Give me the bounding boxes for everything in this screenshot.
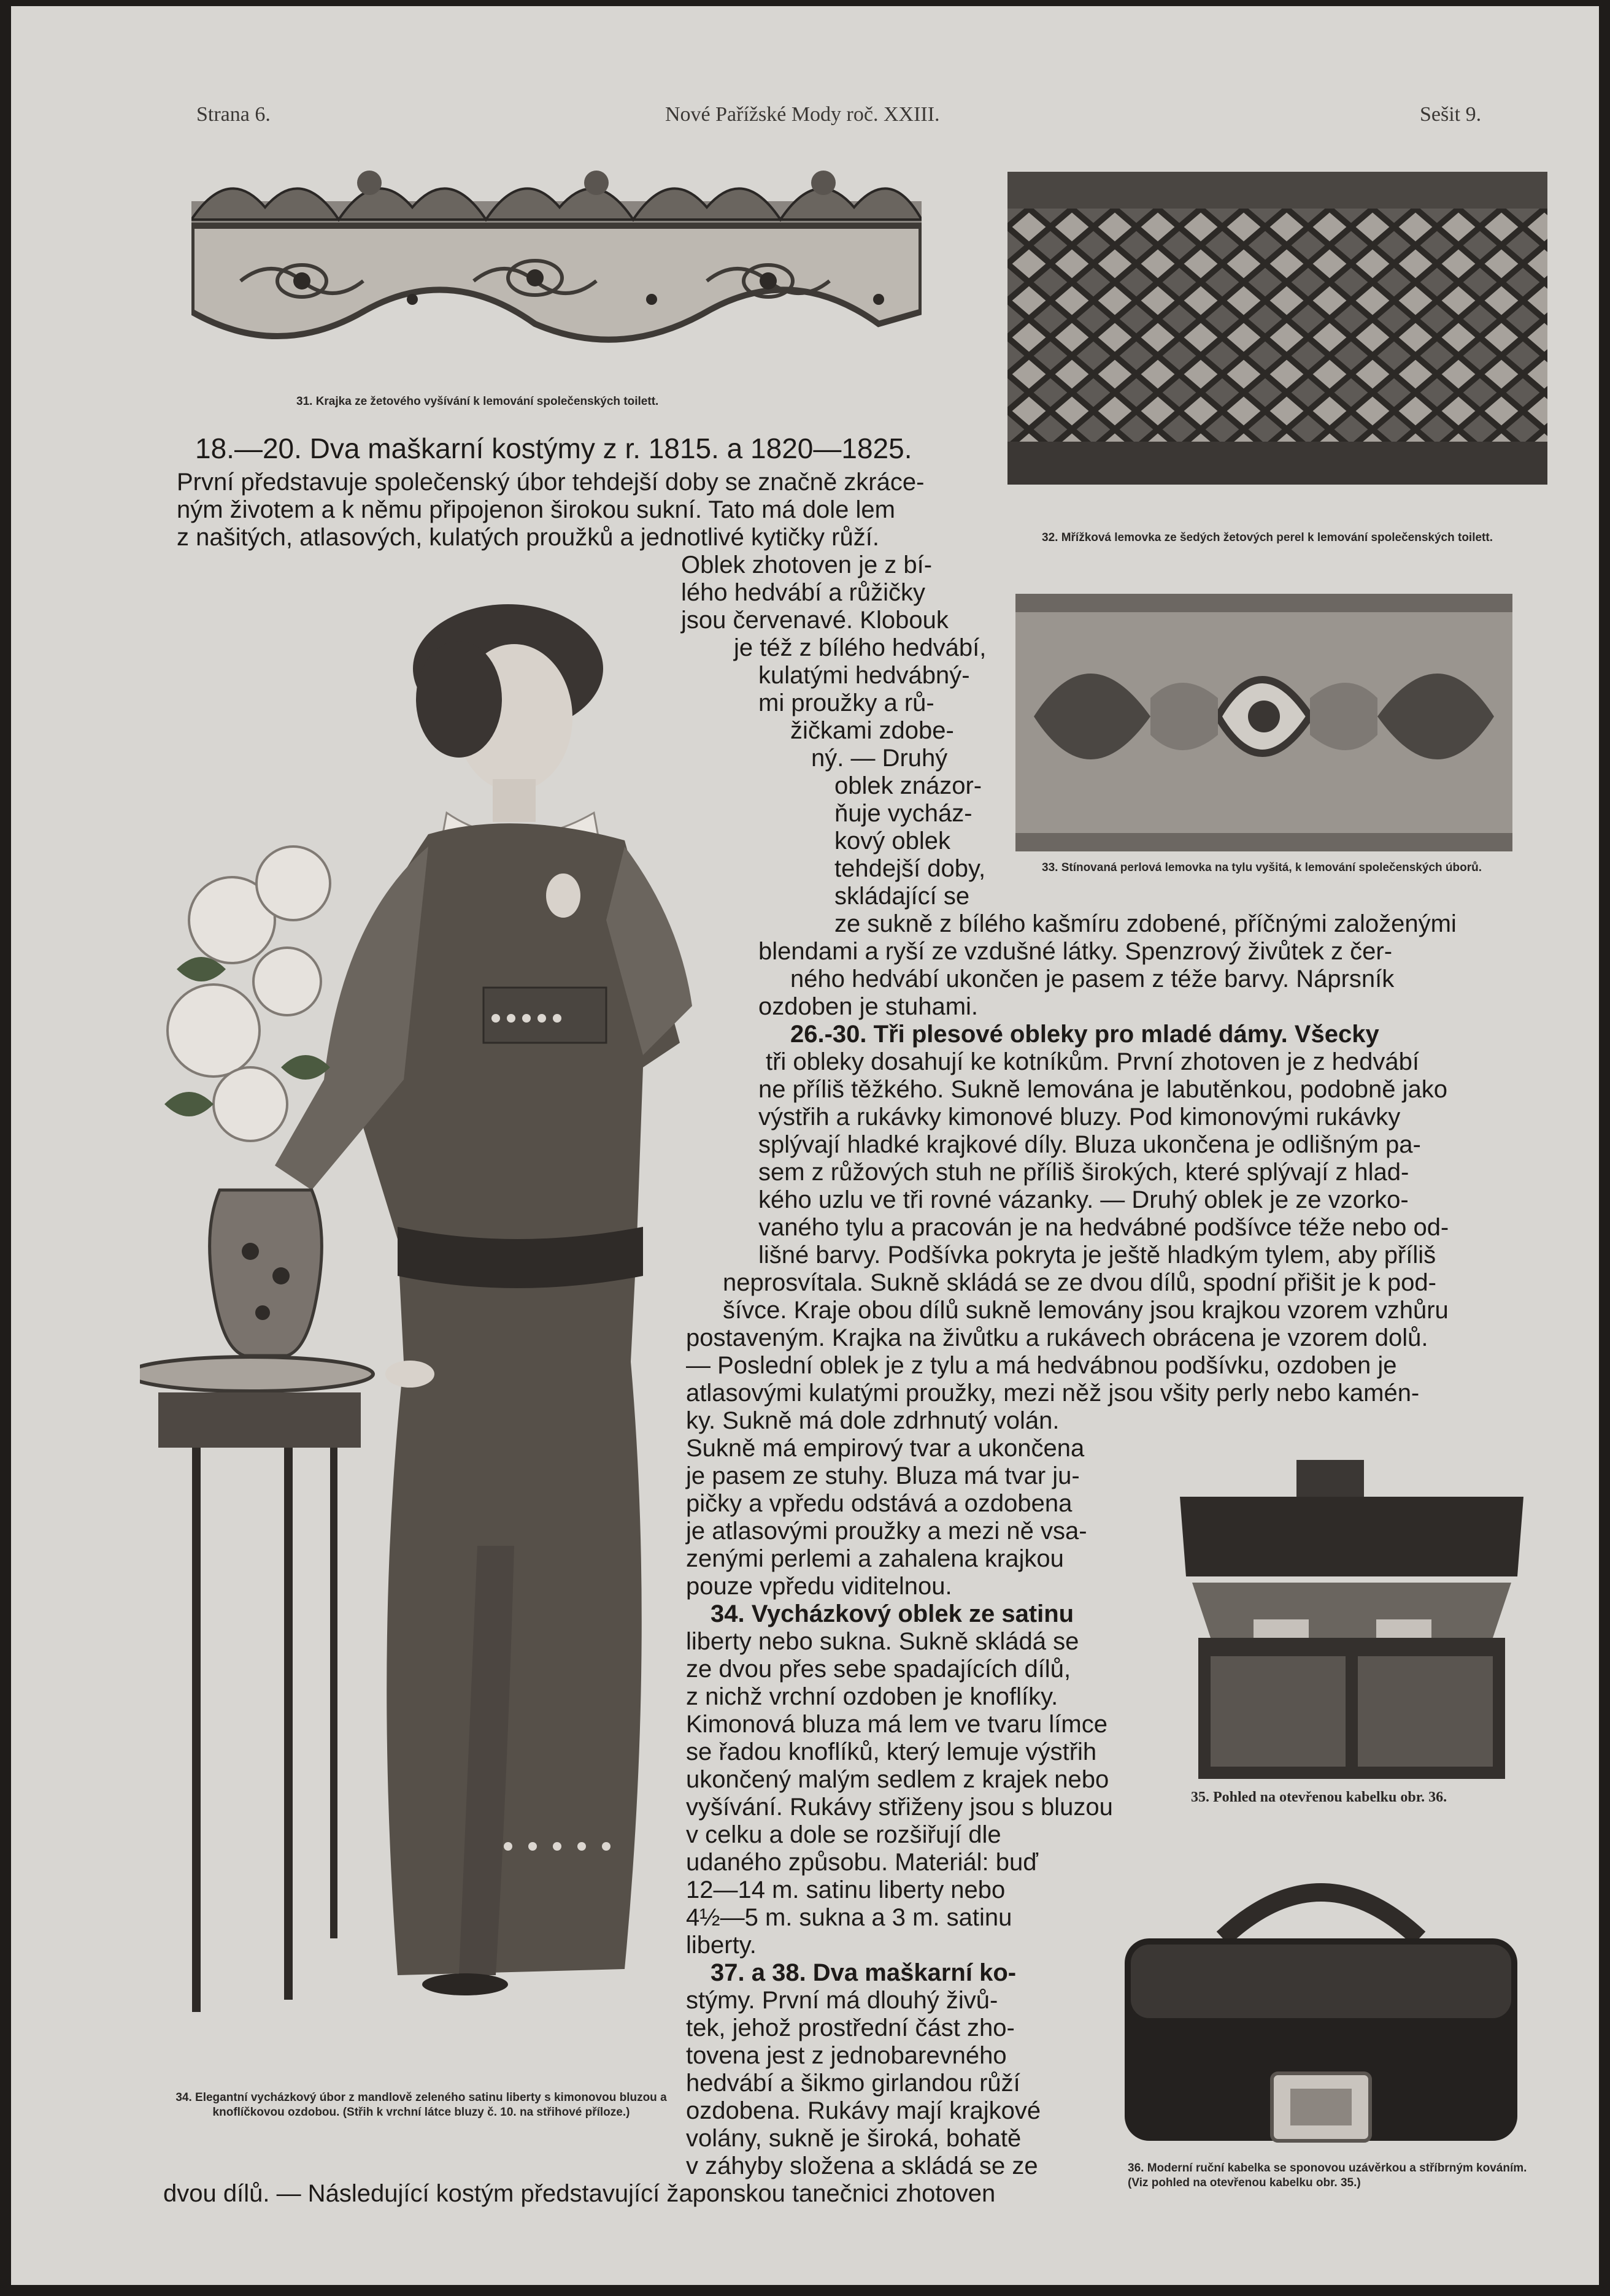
text-line: zenými perlemi a zahalena krajkou: [686, 1545, 1064, 1572]
text-line: 4½—5 m. sukna a 3 m. satinu: [686, 1904, 1012, 1931]
text-line: oblek znázor-: [834, 772, 982, 799]
text-line: sem z růžových stuh ne příliš širokých, které splývají z hlad-: [758, 1159, 1409, 1186]
text-line: vyšívání. Rukávy střiženy jsou s bluzou: [686, 1794, 1113, 1821]
text-line: ne příliš těžkého. Sukně lemována je labutěnkou, podobně jako: [758, 1076, 1447, 1103]
text-line: stýmy. První má dlouhý živů-: [686, 1987, 998, 2014]
text-line: je pasem ze stuhy. Bluza má tvar ju-: [686, 1462, 1080, 1489]
text-line: tři obleky dosahují ke kotníkům. První zhotoven je z hedvábí: [766, 1048, 1420, 1075]
text-line: v celku a dole se rozšiřují dle: [686, 1821, 1001, 1848]
text-line: blendami a ryší ze vzdušné látky. Spenzrový živůtek z čer-: [758, 938, 1393, 965]
text-line: udaného způsobu. Materiál: buď: [686, 1849, 1038, 1876]
text-line: atlasovými kulatými proužky, mezi něž jsou všity perly nebo kamén-: [686, 1380, 1420, 1407]
text-line: ným životem a k němu připojenon širokou sukní. Tato má dole lem: [177, 496, 895, 523]
text-line: První představuje společenský úbor tehdejší doby se značně zkráce-: [177, 469, 925, 496]
closed-handbag-illustration: [1119, 1871, 1523, 2153]
text-line: ky. Sukně má dole zdrhnutý volán.: [686, 1407, 1060, 1434]
fig32-caption: 32. Mřížková lemovka ze šedých žetových perel k lemování společenských toilett.: [1042, 531, 1493, 544]
fig36-caption: 36. Moderní ruční kabelka se sponovou uzávěrkou a stříbrným kováním. (Viz pohled na otevřenou kabelku obr. 35.): [1128, 2162, 1527, 2189]
text-line: mi proužky a rů-: [758, 689, 934, 716]
text-line: je též z bílého hedvábí,: [734, 634, 987, 661]
text-line: kový oblek: [834, 827, 950, 854]
text-line: z našitých, atlasových, kulatých proužků a jednotlivé kytičky růží.: [177, 524, 879, 551]
text-line: se řadou knoflíků, který lemuje výstřih: [686, 1738, 1097, 1765]
text-line: ný. — Druhý: [811, 745, 948, 772]
text-line: v záhyby složena a skládá se ze: [686, 2152, 1038, 2179]
text-line: postaveným. Krajka na živůtku a rukávech obrácena je vzorem dolů.: [686, 1324, 1428, 1351]
text-line: ze dvou přes sebe spadajících dílů,: [686, 1656, 1071, 1683]
text-line: z nichž vrchní ozdoben je knoflíky.: [686, 1683, 1058, 1710]
text-line: volány, sukně je široká, bohatě: [686, 2125, 1022, 2152]
bold-segment: 26.-30. Tři plesové obleky pro mladé dámy.: [168, 2251, 286, 2258]
bold-segment: 34. Vycházkový oblek ze satinu: [287, 2251, 373, 2258]
text-line: lého hedvábí a růžičky: [681, 579, 926, 606]
text-line: ňuje vycház-: [834, 800, 973, 827]
text-line: je atlasovými proužky a mezi ně vsa-: [686, 1518, 1087, 1545]
text-line: dvou dílů. — Následující kostým představující žaponskou tanečnici zhotoven: [163, 2180, 996, 2207]
jet-lace-border-illustration: [191, 158, 922, 376]
text-line: kulatými hedvábný-: [758, 662, 970, 689]
lattice-pearl-trim-illustration: [1007, 172, 1547, 485]
text-line: jsou červenavé. Klobouk: [681, 607, 949, 634]
text-line: Oblek zhotoven je z bí-: [681, 551, 933, 578]
bold-segment: 37. a 38. Dva maškarní ko-: [392, 2251, 466, 2258]
text-line: liberty nebo sukna. Sukně skládá se: [686, 1628, 1079, 1655]
text-line: tehdejší doby,: [834, 855, 986, 882]
fig34-caption: 34. Elegantní vycházkový úbor z mandlově zeleného satinu liberty s kimonovou bluzou a knoflíčkovou ozdobou. (Střih k vrchní látce bluzy č. 10. na střihové příloze.): [175, 2091, 667, 2119]
bold-segment: stýmy.: [468, 2251, 485, 2258]
issue-number: Sešit 9.: [1420, 103, 1482, 126]
text-line: — Poslední oblek je z tylu a má hedvábnou podšívku, ozdoben je: [686, 1352, 1397, 1379]
text-line: ného hedvábí ukončen je pasem z téže barvy. Náprsník: [790, 966, 1395, 993]
heading-37-38: 37. a 38. Dva maškarní ko-: [711, 1959, 1017, 1986]
heading-34: 34. Vycházkový oblek ze satinu: [711, 1600, 1074, 1627]
text-line: kého uzlu ve tři rovné vázanky. — Druhý oblek je ze vzorko-: [758, 1186, 1409, 1213]
text-line: Sukně má empirový tvar a ukončena: [686, 1435, 1085, 1462]
text-line: Kimonová bluza má lem ve tvaru límce: [686, 1711, 1107, 1738]
bold-segment: 18.—20. Dva maškarní kostýmy z r. 1815. a 1820—1825.: [11, 2251, 168, 2258]
text-line: ukončený malým sedlem z krajek nebo: [686, 1766, 1109, 1793]
fig33-caption: 33. Stínovaná perlová lemovka na tylu vyšitá, k lemování společenských úborů.: [1042, 861, 1482, 874]
text-line: ozdoben je stuhami.: [758, 993, 979, 1020]
text-line: vaného tylu a pracován je na hedvábné podšívce téže nebo od-: [758, 1214, 1449, 1241]
text-line: liberty.: [686, 1932, 757, 1959]
fig35-caption: 35. Pohled na otevřenou kabelku obr. 36.: [1191, 1789, 1447, 1805]
heading-26-30: 26.-30. Tři plesové obleky pro mladé dámy. Všecky: [790, 1021, 1379, 1048]
text-line: ozdobena. Rukávy mají krajkové: [686, 2097, 1041, 2124]
text-line: pičky a vpředu odstává a ozdobena: [686, 1490, 1073, 1517]
shaded-pearl-trim-illustration: [1015, 594, 1512, 851]
text-line: neprosvítala. Sukně skládá se ze dvou dílů, spodní přišit je k pod-: [723, 1269, 1436, 1296]
text-line: ze sukně z bílého kašmíru zdobené, příčnými založenými: [834, 910, 1457, 937]
page-number: Strana 6.: [196, 103, 271, 126]
lady-walking-costume-illustration: [140, 601, 711, 2073]
magazine-title: Nové Pařížské Mody roč. XXIII.: [665, 103, 940, 126]
text-line: šívce. Kraje obou dílů sukně lemovány jsou krajkou vzorem vzhůru: [723, 1297, 1449, 1324]
text-line: hedvábí a šikmo girlandou růží: [686, 2070, 1020, 2097]
bold-segment: liberty: [374, 2251, 391, 2258]
magazine-page: [11, 6, 1599, 2285]
text-line: tek, jehož prostřední část zho-: [686, 2014, 1015, 2041]
heading-18-20: 18.—20. Dva maškarní kostýmy z r. 1815. a 1820—1825.: [195, 432, 912, 464]
bold-segment-list: [11, 2251, 1599, 2276]
fig31-caption: 31. Krajka ze žetového vyšívání k lemování společenských toilett.: [296, 395, 659, 408]
open-handbag-illustration: [1174, 1460, 1530, 1785]
text-line: skládající se: [834, 883, 970, 910]
text-line: 12—14 m. satinu liberty nebo: [686, 1876, 1006, 1903]
text-line: splývají hladké krajkové díly. Bluza ukončena je odlišným pa-: [758, 1131, 1421, 1158]
text-line: tovena jest z jednobarevného: [686, 2042, 1007, 2069]
text-line: výstřih a rukávky kimonové bluzy. Pod kimonovými rukávky: [758, 1104, 1401, 1131]
text-line: lišné barvy. Podšívka pokryta je ještě hladkým tylem, aby příliš: [758, 1242, 1436, 1269]
text-line: žičkami zdobe-: [790, 717, 954, 744]
text-line: pouze vpředu viditelnou.: [686, 1573, 952, 1600]
